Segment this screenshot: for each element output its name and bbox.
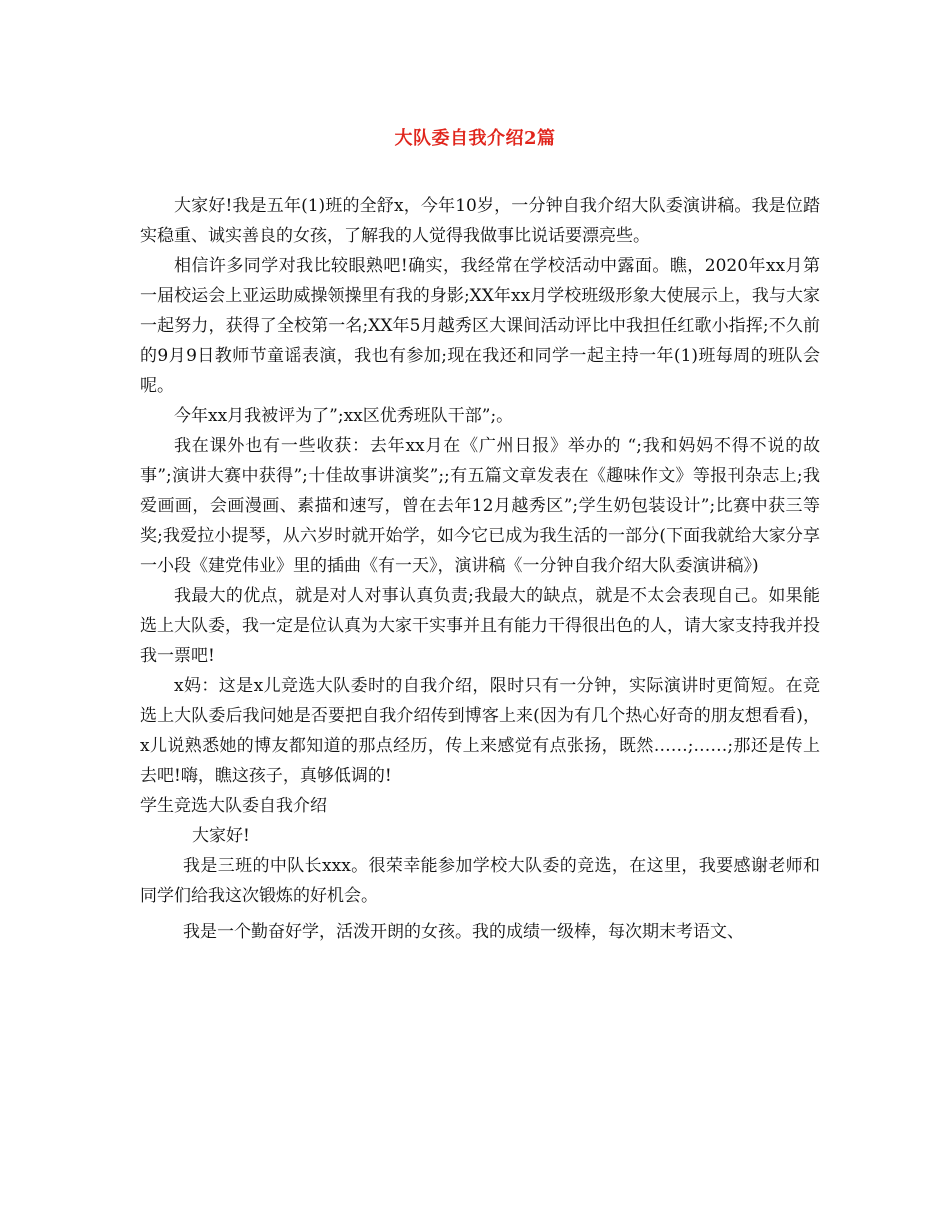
- paragraph-intro: 大家好!我是五年(1)班的全舒x，今年10岁，一分钟自我介绍大队委演讲稿。我是位踏实稳重、诚实善良的女孩，了解我的人觉得我做事比说话要漂亮些。: [140, 196, 820, 246]
- document-title: 大队委自我介绍2篇: [394, 128, 556, 149]
- paragraph-award: 今年xx月我被评为了”;xx区优秀班队干部”;。: [174, 406, 514, 426]
- paragraph-greeting: 大家好!: [192, 826, 250, 846]
- paragraph-extracurricular: 我在课外也有一些收获：去年xx月在《广州日报》举办的 “;我和妈妈不得不说的故事”;演讲大赛中获得”;十佳故事讲演奖”;;有五篇文章发表在《趣味作文》等报刊杂志上;我爱画画，会画漫画、素描和速写，曾在去年12月越秀区”;学生奶包装设计”;比赛中获三等奖;我爱拉小提琴，从六岁时就开始学，如今它已成为我生活的一部分(下面我就给大家分享一小段《建党伟业》里的插曲《有一天》，演讲稿《一分钟自我介绍大队委演讲稿》): [140, 436, 820, 576]
- paragraph-activities: 相信许多同学对我比较眼熟吧!确实，我经常在学校活动中露面。瞧，2020年xx月第一届校运会上亚运助威操领操里有我的身影;XX年xx月学校班级形象大使展示上，我与大家一起努力，获得了全校第一名;XX年5月越秀区大课间活动评比中我担任红歌小指挥;不久前的9月9日教师节童谣表演，我也有参加;现在我还和同学一起主持一年(1)班每周的班队会呢。: [140, 256, 820, 396]
- document-body: [140, 191, 820, 947]
- section-heading: 学生竞选大队委自我介绍: [140, 796, 327, 816]
- paragraph-strengths: 我最大的优点，就是对人对事认真负责;我最大的缺点，就是不太会表现自己。如果能选上大队委，我一定是位认真为大家干实事并且有能力干得很出色的人，请大家支持我并投我一票吧!: [140, 586, 820, 666]
- paragraph-self-intro: 我是三班的中队长xxx。很荣幸能参加学校大队委的竞选，在这里，我要感谢老师和同学们给我这次锻炼的好机会。: [140, 856, 820, 906]
- paragraph-personality: 我是一个勤奋好学，活泼开朗的女孩。我的成绩一级棒，每次期末考语文、: [183, 922, 744, 942]
- paragraph-mother-note: x妈：这是x儿竞选大队委时的自我介绍，限时只有一分钟，实际演讲时更简短。在竞选上大队委后我问她是否要把自我介绍传到博客上来(因为有几个热心好奇的朋友想看看)，x儿说熟悉她的博友都知道的那点经历，传上来感觉有点张扬，既然……;……;那还是传上去吧!嗨，瞧这孩子，真够低调的!: [140, 676, 820, 786]
